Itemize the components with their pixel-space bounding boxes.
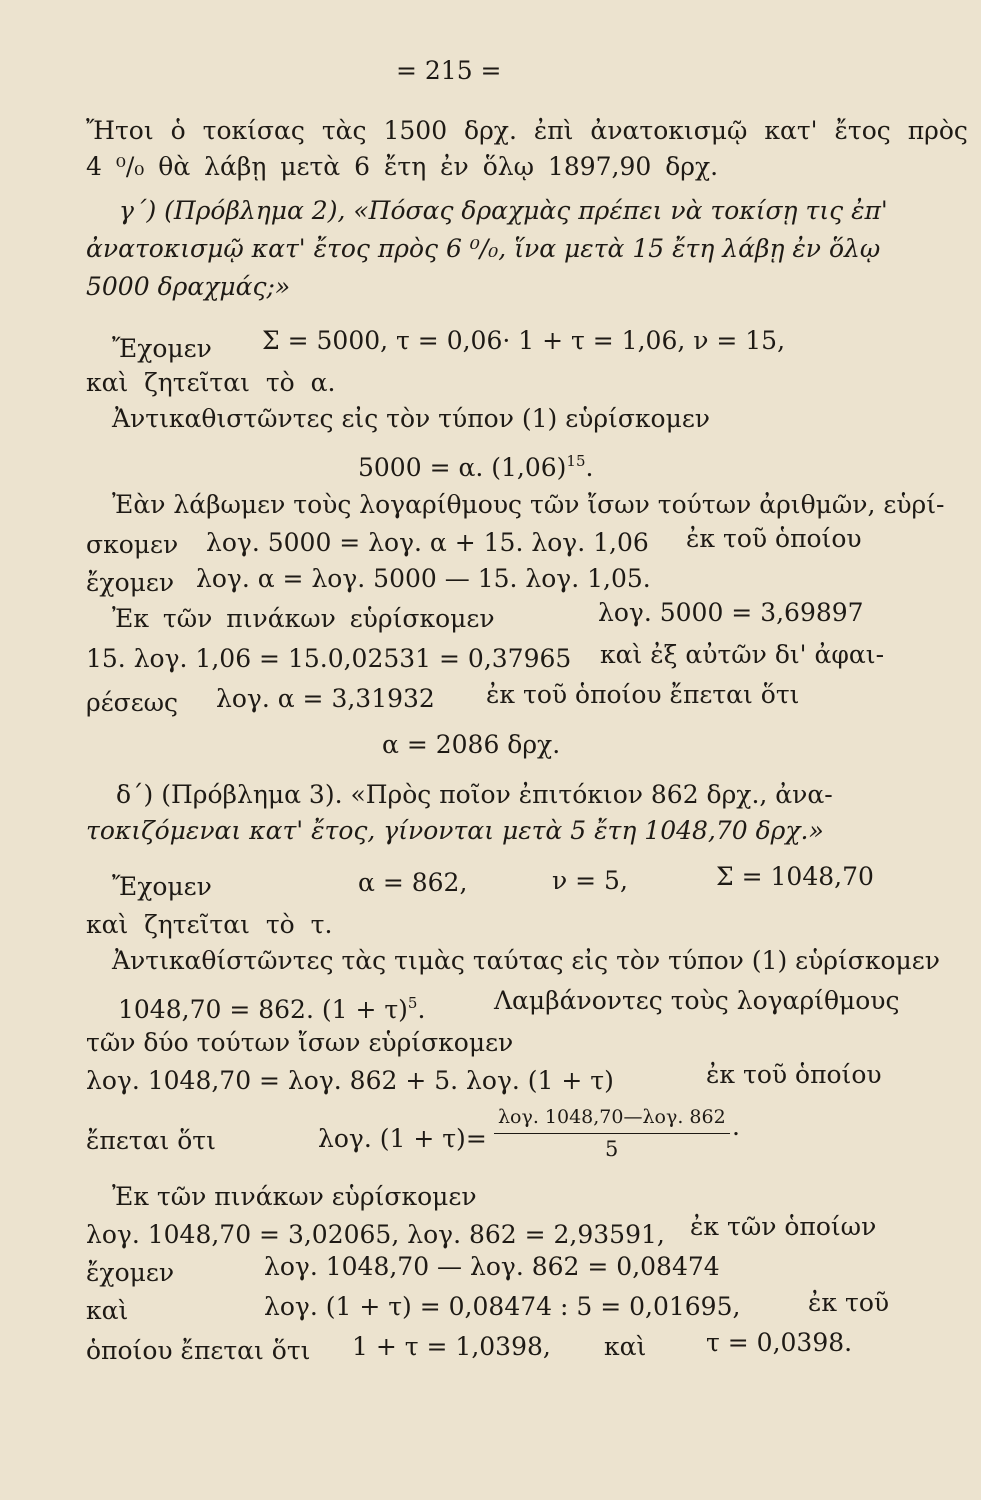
formula: ν = 5, [552,866,628,895]
formula: Σ = 5000, τ = 0,06· 1 + τ = 1,06, ν = 15, [262,326,786,355]
text-line: ἐκ τοῦ ὁποίου ἔπεται ὅτι [486,680,800,709]
text-line: 4 ⁰/₀ θὰ λάβῃ μετὰ 6 ἔτη ἐν ὅλῳ 1897,90 δρχ. [86,152,719,181]
text-line: ρέσεως [86,688,179,717]
formula: τ = 0,0398. [706,1328,853,1357]
text-line: ἐκ τοῦ ὁποίου [706,1060,882,1089]
text-line: ἔχομεν [86,568,175,597]
formula: α = 2086 δρχ. [382,730,561,759]
formula: Σ = 1048,70 [716,862,874,891]
text-line: Ἔχομεν [112,872,212,901]
formula: α = 862, [358,868,468,897]
text-line: καὶ [604,1332,647,1361]
formula [118,988,425,1025]
text-line: Λαμβάνοντες τοὺς λογαρίθμους [494,986,900,1015]
text-line: Ἀντικαθιστῶντες εἰς τὸν τύπον (1) εὑρίσκομεν [112,404,710,433]
fraction-denominator: 5 [605,1137,619,1161]
formula: λογ. 5000 = 3,69897 [598,598,864,627]
text-line: καὶ ζητεῖται τὸ α. [86,368,336,397]
text-line: 5000 δραχμάς;» [86,272,291,301]
formula-base: 1048,70 = 862. (1 + τ) [118,995,408,1024]
text-line: ἔχομεν [86,1258,175,1287]
text-line: ὁποίου ἔπεται ὅτι [86,1336,311,1365]
text-line: Ἐκ τῶν πινάκων εὑρίσκομεν [112,1182,477,1211]
problem-2-text: γ΄) (Πρόβλημα 2), «Πόσας δραχμὰς πρέπει νὰ τοκίσῃ τις ἐπ' [119,196,888,225]
period: . [585,453,594,482]
formula: λογ. 5000 = λογ. α + 15. λογ. 1,06 [206,528,649,557]
text-line: ἐκ τοῦ ὁποίου [686,524,862,553]
text-line: καὶ [86,1296,129,1325]
text-line: Ἤτοι ὁ τοκίσας τὰς 1500 δρχ. ἐπὶ ἀνατοκισμῷ κατ' ἔτος πρὸς [86,116,968,145]
text-line: Ἐὰν λάβωμεν τοὺς λογαρίθμους τῶν ἴσων τούτων ἀριθμῶν, εὑρί- [112,490,945,519]
text-line: καὶ ἐξ αὐτῶν δι' ἀφαι- [600,640,885,669]
text-line: Ἐκ τῶν πινάκων εὑρίσκομεν [112,604,495,633]
formula [358,446,593,483]
problem-2-heading [119,196,888,226]
fraction-numerator: λογ. 1048,70—λογ. 862 [498,1106,726,1128]
text-line: ἐκ τῶν ὁποίων [690,1212,877,1241]
formula: λογ. 1048,70 = λογ. 862 + 5. λογ. (1 + τ) [86,1066,614,1095]
page-number: = 215 = [396,56,502,85]
exponent: 15 [566,452,586,470]
formula: 1 + τ = 1,0398, [352,1332,551,1361]
period: . [732,1112,740,1141]
text-line: Ἔχομεν [112,334,212,363]
text-line: σκομεν [86,530,179,559]
formula: λογ. (1 + τ)= [318,1124,487,1153]
text-line: ἀνατοκισμῷ κατ' ἔτος πρὸς 6 ⁰/₀, ἵνα μετὰ 15 ἔτη λάβῃ ἐν ὅλῳ [86,234,881,263]
formula: λογ. (1 + τ) = 0,08474 : 5 = 0,01695, [264,1292,741,1321]
text-line: τῶν δύο τούτων ἴσων εὑρίσκομεν [86,1028,514,1057]
text-line: ἐκ τοῦ [808,1288,890,1317]
formula-base: 5000 = α. (1,06) [358,453,567,482]
period: . [417,995,426,1024]
text-line: Ἀντικαθίστῶντες τὰς τιμὰς ταύτας εἰς τὸν τύπον (1) εὑρίσκομεν [112,946,940,975]
problem-3-heading: δ΄) (Πρόβλημα 3). «Πρὸς ποῖον ἐπιτόκιον 862 δρχ., ἀνα- [116,780,833,809]
text-line: καὶ ζητεῖται τὸ τ. [86,910,333,939]
fraction-bar [494,1133,730,1134]
formula: 15. λογ. 1,06 = 15.0,02531 = 0,37965 [86,644,572,673]
formula: λογ. 1048,70 — λογ. 862 = 0,08474 [264,1252,720,1281]
formula: λογ. α = 3,31932 [216,684,435,713]
text-line: ἔπεται ὅτι [86,1126,216,1155]
text-line: τοκιζόμεναι κατ' ἔτος, γίνονται μετὰ 5 ἔτη 1048,70 δρχ.» [86,816,824,845]
exponent: 5 [407,994,418,1012]
formula: λογ. 1048,70 = 3,02065, λογ. 862 = 2,93591, [86,1220,665,1249]
formula: λογ. α = λογ. 5000 — 15. λογ. 1,05. [196,564,651,593]
